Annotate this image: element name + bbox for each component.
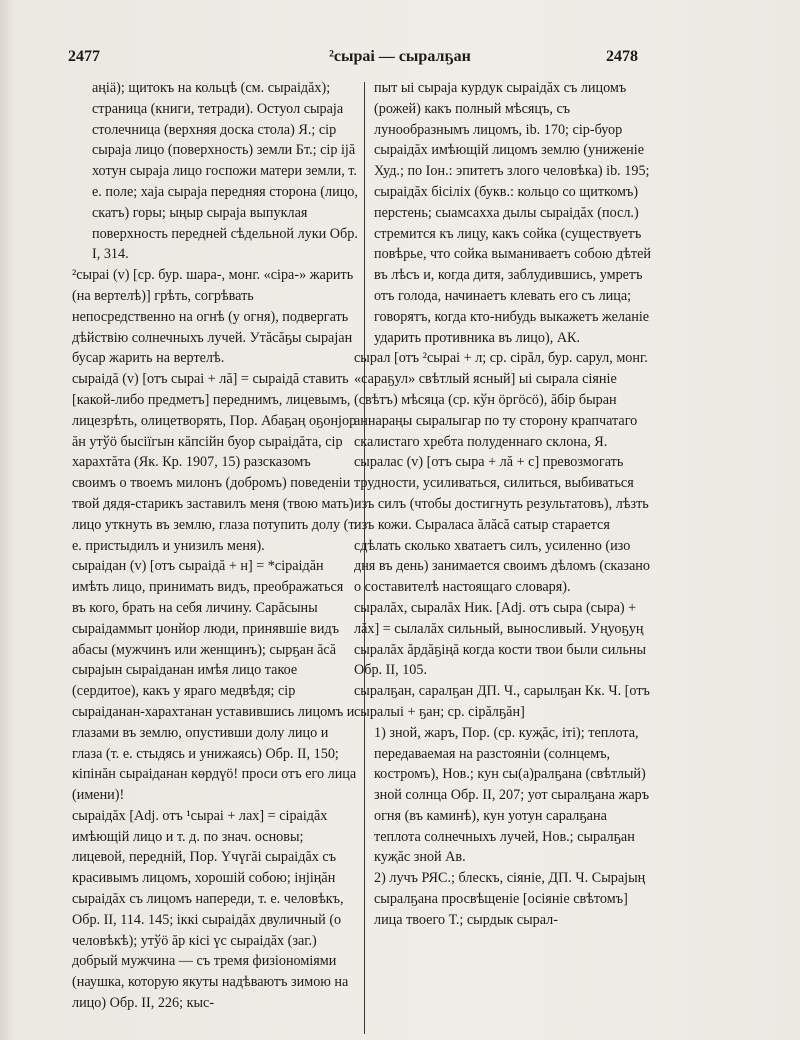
entry-text: сыраідан (v) [отъ сыраідă + н] = *сіраідăн имѣть лицо, принимать видъ, преображаться въ кого, брать на себя личину. Сарăсыны сыраідаммыт џонйор люди, принявшіе видъ абасы (мужчинъ или женщинъ); сырҕан ăсă сырајын сыраіданан имѣя лицо такое (сердитое), какъ у яраго медвѣдя; сір сыраіданан-харахтанан уставившись лицомъ и глазами въ землю, опустивши долу лицо и глаза (т. е. стыдясь и унижаясь) Обр. II, 150; кіпінăн сыраіданан көрдүö! проси отъ его лица (имени)! bbox=[72, 558, 357, 804]
page-number-left: 2477 bbox=[68, 48, 100, 65]
entry-text: сыраідă (v) [отъ сыраі + лă] = сыраідă ставить [какой-либо предметъ] переднимъ, лицевымъ, лицезрѣть, олицетворять, Пор. Абаҕаң оҕонјор ăн утўö бысіїгын кăпсійн буор сыраідăта, сір харахтăта (Як. Кр. 1907, 15) разсказомъ своимъ о твоемъ милонъ (добромъ) поведеніи твой дядя-старикъ заставилъ меня (твою мать) лицо уткнуть въ землю, глаза потупить долу (т. е. пристыдилъ и унизилъ меня). bbox=[72, 371, 358, 554]
page-header bbox=[0, 48, 800, 72]
entry-text: аңiä); щитокъ на кольцѣ (см. сыраідăх); страница (книги, тетради). Остуол сыраја столечница (верхняя доска стола) Я.; сір сыраја лицо (поверхность) земли Бт.; сір іјă хотун сыраја лицо госпожи матери земли, т. е. поле; хаја сыраја передняя сторона (лицо, скатъ) горы; ыңыр сыраја выпуклая поверхность передней сѣдельной луки Обр. I, 314. bbox=[92, 80, 358, 263]
page-number-right: 2478 bbox=[606, 48, 638, 65]
entry-text: пыт ыі сыраја курдук сыраідăх съ лицомъ (рожей) какъ полный мѣсяцъ, съ лунообразнымъ лицомъ, ib. 170; сір-буор сыраідăх имѣющій лицомъ землю (униженіе Худ.; по Іон.: эпитетъ злого человѣка) ib. 195; сыраідăх бісіліх (букв.: кольцо со щиткомъ) перстень; сыамсахха дылы сыраідăх (посл.) стремится къ лицу, какъ сойка (существуетъ повѣрье, что сойка выманиваетъ собою дѣтей въ лѣсъ и, когда дитя, заблудившись, умретъ отъ голода, начинаетъ клевать его съ лица; говорятъ, когда кто-нибудь выкажетъ желаніе ударить противника въ лицо), АК. bbox=[374, 80, 651, 346]
entry-text: ²сыраі (v) [ср. бур. шара-, монг. «сіра-» жарить (на вертелѣ)] грѣть, согрѣвать непосредственно на огнѣ (у огня), подвергать дѣйствію солнечныхъ лучей. Утăсăҕы сырајан бусар жарить на вертелѣ. bbox=[72, 267, 354, 367]
entry-text: 2) лучъ РЯС.; блескъ, сіяніе, ДП. Ч. Сырајың сыралҕана просвѣщеніе [осіяніе свѣтомъ] лица твоего Т.; сырдык сырал- bbox=[374, 870, 646, 928]
left-column bbox=[72, 78, 358, 1014]
entry-text: сырал [отъ ²сыраі + л; ср. сірăл, бур. сарул, монг. «сараҕул» свѣтлый ясный] ыі сырала сіяніе (свѣтъ) мѣсяца (ср. кўн ӧргӧсӧ), ăбір быран аннараңы сыралыгар по ту сторону крапчатаго скалистаго хребта полуденнаго склона, Я. bbox=[354, 350, 648, 450]
entry-text: 1) зной, жаръ, Пор. (ср. куҗăс, іті); теплота, передаваемая на разстояніи (солнцемъ, костромъ), Нов.; кун сы(а)ралҕана (свѣтлый) зной солнца Обр. II, 207; уот сыралҕана жаръ огня (въ каминѣ), кун уотун саралҕана теплота солнечныхъ лучей, Нов.; сыралҕан куҗăс зной Ав. bbox=[374, 724, 650, 866]
entry-text: сыраідăх [Adj. отъ ¹сыраі + лах] = сіраідăх имѣющій лицо и т. д. по знач. основы; лицевой, передній, Пор. Үчүгăі сыраідăх съ красивымъ лицомъ, хорошій собою; інјіңăн сыраідăх съ лицомъ напереди, т. е. человѣкъ, Обр. II, 114. 145; іккі сыраідăх двуличный (о человѣкѣ); утўö ăр кісі үс сыраідăх (заг.) добрый мужчина — съ тремя физіономіями (наушка, которую якуты надѣваютъ зимою на лицо) Обр. II, 226; кыс- bbox=[72, 807, 349, 1012]
entry-text: сыралăх, сыралăх Ник. [Adj. отъ сыра (сыра) + лăх] = сылалăх сильный, выносливый. Уңуоҕуң сыралăх ăрдăҕіңă когда кости твои были сильны Обр. II, 105. bbox=[354, 599, 647, 679]
right-column bbox=[354, 78, 654, 931]
entry-text: сыралҕан, саралҕан ДП. Ч., сарылҕан Кк. Ч. [отъ сыралыі + ҕан; ср. сірăлҕăн] bbox=[354, 683, 650, 720]
entry-text: сыралас (v) [отъ сыра + лă + с] превозмогать трудности, усиливаться, силиться, выбиваться изъ силъ (чтобы достигнуть результатовъ), лѣзть изъ кожи. Сыраласа ăлăсă сатыр старается сдѣлать сколько хватаетъ силъ, усиленно (изо дня въ день) занимается своимъ дѣломъ (сказано о составителѣ настоящаго словаря). bbox=[354, 454, 650, 596]
running-title: ²сыраі — сыралҕан bbox=[329, 48, 471, 65]
